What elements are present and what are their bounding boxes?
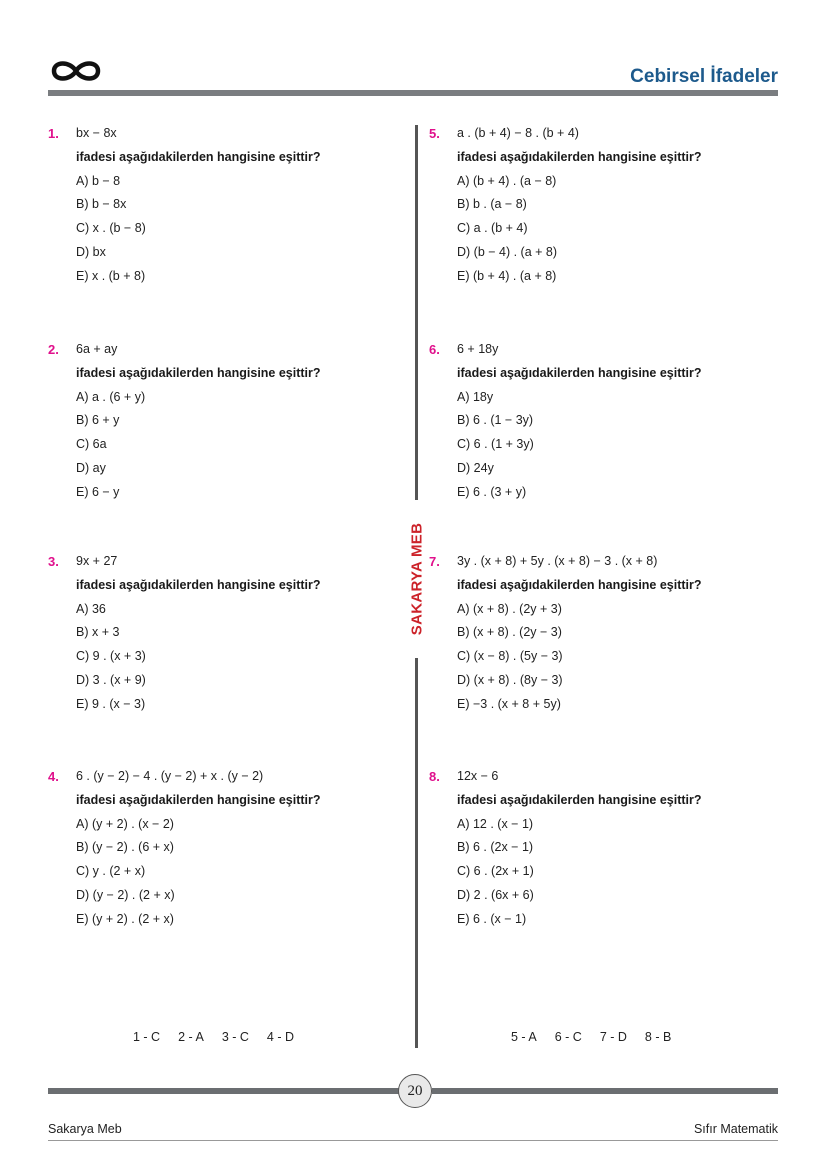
option-a: A) 36 (76, 601, 106, 616)
column-divider-bottom (415, 658, 418, 1048)
page-title: Cebirsel İfadeler (630, 66, 778, 87)
option-c: C) y . (2 + x) (76, 864, 146, 879)
option-d: D) 2 . (6x + 6) (457, 887, 534, 902)
option-a: A) (x + 8) . (2y + 3) (457, 601, 562, 616)
question-expression: 12x − 6 (457, 769, 499, 783)
question-6 (429, 338, 769, 505)
option-c: C) 6a (76, 437, 107, 452)
option-d: D) (x + 8) . (8y − 3) (457, 672, 563, 687)
question-prompt: ifadesi aşağıdakilerden hangisine eşittir? (76, 365, 321, 380)
question-number: 7. (429, 554, 440, 569)
question-expression: 6 + 18y (457, 342, 499, 356)
option-c: C) (x − 8) . (5y − 3) (457, 649, 563, 664)
option-d: D) (b − 4) . (a + 8) (457, 244, 558, 259)
question-1 (48, 122, 388, 289)
option-e: E) (y + 2) . (2 + x) (76, 911, 174, 926)
option-a: A) 18y (457, 389, 494, 404)
footer-bar-left (48, 1088, 400, 1094)
header-bar (48, 90, 778, 96)
question-expression: 9x + 27 (76, 554, 118, 568)
option-b: B) (x + 8) . (2y − 3) (457, 625, 562, 640)
footer-book-title: Sıfır Matematik (693, 1122, 778, 1136)
question-prompt: ifadesi aşağıdakilerden hangisine eşittir? (76, 577, 321, 592)
question-number: 5. (429, 126, 440, 141)
option-c: C) 9 . (x + 3) (76, 649, 146, 664)
option-b: B) 6 . (1 − 3y) (457, 413, 534, 428)
option-b: B) b − 8x (76, 197, 127, 212)
option-c: C) 6 . (2x + 1) (457, 864, 534, 879)
answer-key-item: 2 - A (178, 1030, 204, 1044)
question-expression: 6 . (y − 2) − 4 . (y − 2) + x . (y − 2) (76, 769, 264, 783)
question-expression: bx − 8x (76, 126, 117, 140)
question-prompt: ifadesi aşağıdakilerden hangisine eşittir? (457, 365, 702, 380)
question-8 (429, 765, 769, 932)
option-e: E) (b + 4) . (a + 8) (457, 268, 557, 283)
column-divider-top (415, 125, 418, 500)
page-number-badge (398, 1074, 432, 1108)
option-e: E) 9 . (x − 3) (76, 696, 146, 711)
footer-bar-right (432, 1088, 778, 1094)
answer-key-item: 4 - D (266, 1030, 294, 1044)
question-number: 2. (48, 342, 59, 357)
question-expression: 6a + ay (76, 342, 118, 356)
option-c: C) x . (b − 8) (76, 221, 146, 236)
option-e: E) x . (b + 8) (76, 268, 146, 283)
option-e: E) 6 . (3 + y) (457, 484, 527, 499)
option-e: E) −3 . (x + 8 + 5y) (457, 696, 561, 711)
question-prompt: ifadesi aşağıdakilerden hangisine eşittir? (76, 149, 321, 164)
answer-key-right (511, 1030, 671, 1044)
option-b: B) 6 + y (76, 413, 120, 428)
option-b: B) 6 . (2x − 1) (457, 840, 534, 855)
answer-key-item: 5 - A (511, 1030, 537, 1044)
page-number: 20 (407, 1082, 423, 1099)
question-prompt: ifadesi aşağıdakilerden hangisine eşittir? (457, 792, 702, 807)
option-d: D) 3 . (x + 9) (76, 672, 146, 687)
answer-key-item: 6 - C (554, 1030, 582, 1044)
question-number: 4. (48, 769, 59, 784)
option-d: D) ay (76, 460, 106, 475)
question-5 (429, 122, 769, 289)
option-b: B) x + 3 (76, 625, 120, 640)
infinity-logo-icon (48, 56, 104, 86)
option-a: A) (y + 2) . (x − 2) (76, 816, 174, 831)
answer-key-item: 8 - B (644, 1030, 672, 1044)
option-d: D) bx (76, 244, 106, 259)
question-number: 1. (48, 126, 59, 141)
question-4 (48, 765, 388, 932)
option-d: D) (y − 2) . (2 + x) (76, 887, 175, 902)
option-a: A) 12 . (x − 1) (457, 816, 534, 831)
answer-key-left (133, 1030, 294, 1044)
question-3 (48, 550, 388, 717)
question-number: 8. (429, 769, 440, 784)
option-b: B) b . (a − 8) (457, 197, 527, 212)
question-7 (429, 550, 769, 717)
option-e: E) 6 . (x − 1) (457, 911, 527, 926)
option-a: A) b − 8 (76, 173, 121, 188)
option-a: A) (b + 4) . (a − 8) (457, 173, 557, 188)
option-e: E) 6 − y (76, 484, 120, 499)
option-c: C) 6 . (1 + 3y) (457, 437, 534, 452)
answer-key-item: 7 - D (599, 1030, 627, 1044)
option-a: A) a . (6 + y) (76, 389, 146, 404)
answer-key-item: 1 - C (133, 1030, 161, 1044)
question-number: 6. (429, 342, 440, 357)
question-number: 3. (48, 554, 59, 569)
footer-publisher: Sakarya Meb (48, 1122, 122, 1136)
sakarya-meb-label: SAKARYA MEB (408, 522, 426, 636)
question-2 (48, 338, 388, 505)
question-expression: 3y . (x + 8) + 5y . (x + 8) − 3 . (x + 8) (457, 554, 658, 568)
option-d: D) 24y (457, 460, 494, 475)
footer-rule (48, 1140, 778, 1141)
option-c: C) a . (b + 4) (457, 221, 528, 236)
question-prompt: ifadesi aşağıdakilerden hangisine eşittir? (457, 149, 702, 164)
option-b: B) (y − 2) . (6 + x) (76, 840, 174, 855)
question-prompt: ifadesi aşağıdakilerden hangisine eşittir? (76, 792, 321, 807)
question-prompt: ifadesi aşağıdakilerden hangisine eşittir? (457, 577, 702, 592)
answer-key-item: 3 - C (221, 1030, 249, 1044)
question-expression: a . (b + 4) − 8 . (b + 4) (457, 126, 579, 140)
